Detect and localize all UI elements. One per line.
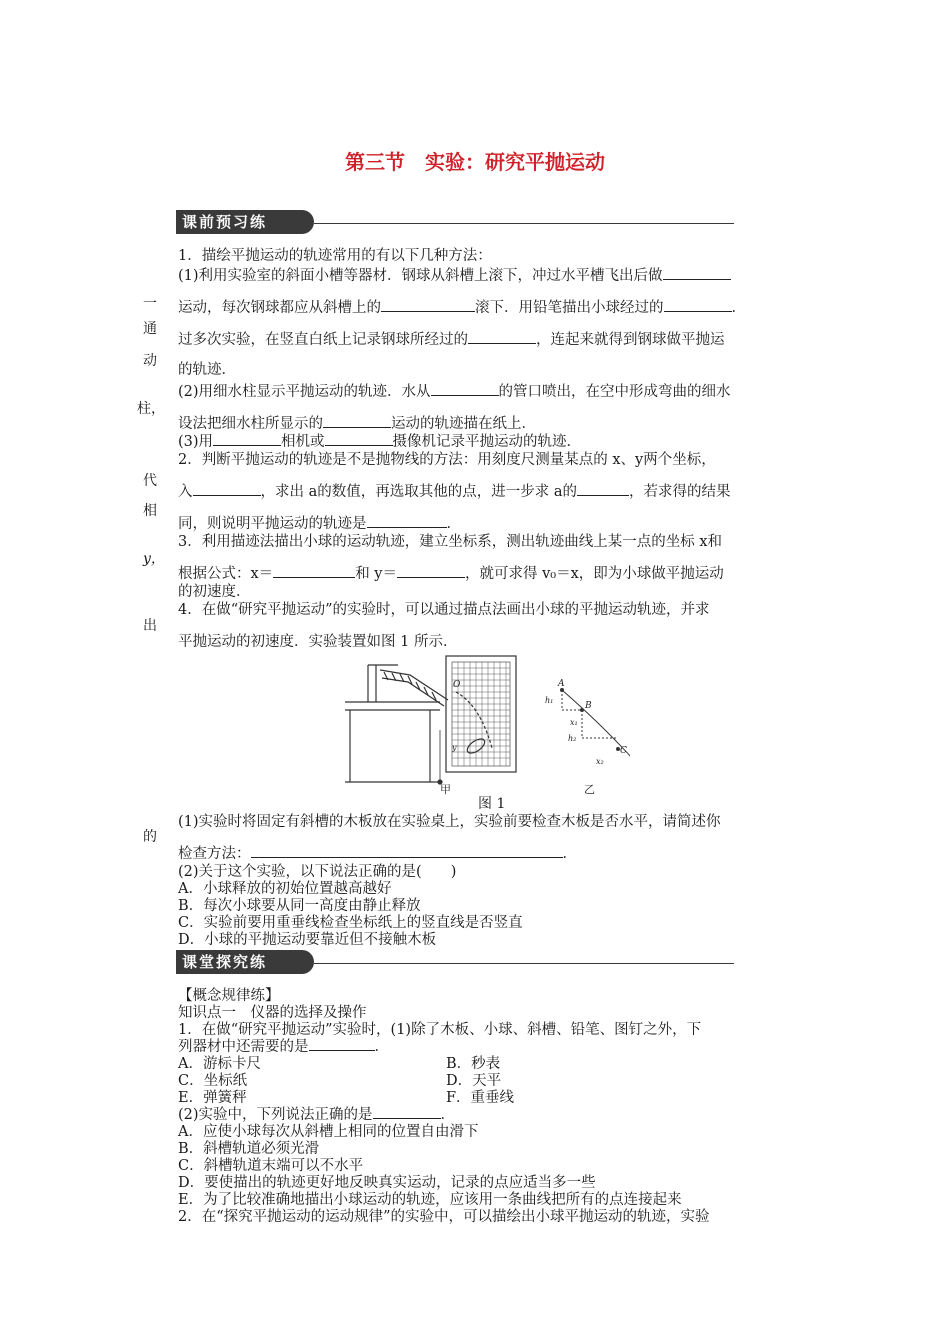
figure-label-yi: 乙 [584, 783, 595, 796]
question-text: 3．利用描迹法描出小球的运动轨迹，建立坐标系，测出轨迹曲线上某一点的坐标 x和 [178, 534, 723, 550]
answer-blank[interactable] [663, 264, 731, 280]
question-text: (2)关于这个实验，以下说法正确的是( ) [178, 864, 457, 880]
option-item: B．每次小球要从同一高度由静止释放 [178, 898, 421, 914]
question-text: 过多次实验，在竖直白纸上记录钢球所经过的 ，连起来就得到钢球做平抛运 [178, 328, 725, 349]
option-item: E．弹簧秤 [178, 1090, 247, 1106]
figure-label-jia: 甲 [440, 783, 451, 796]
question-text: 设法把细水柱所显示的 运动的轨迹描在纸上． [178, 412, 536, 433]
question-text: 1．描绘平抛运动的轨迹常用的有以下几种方法： [178, 248, 492, 264]
page-title: 第三节 实验：研究平抛运动 [345, 150, 605, 174]
side-char: 动 [143, 353, 157, 369]
section-label: 课堂探究练 [176, 950, 314, 974]
subheading: 【概念规律练】 [178, 988, 280, 1004]
answer-blank[interactable] [373, 1103, 441, 1119]
answer-blank[interactable] [367, 512, 447, 528]
answer-blank[interactable] [323, 412, 391, 428]
option-item: E．为了比较准确地描出小球运动的轨迹，应该用一条曲线把所有的点连接起来 [178, 1192, 682, 1208]
answer-blank[interactable] [468, 328, 536, 344]
label-y: y [452, 743, 457, 752]
label-O: O [453, 680, 461, 690]
answer-blank[interactable] [273, 562, 355, 578]
label-A: A [558, 679, 565, 689]
option-item: C．斜槽轨道末端可以不水平 [178, 1158, 364, 1174]
side-char: 代 [143, 473, 157, 489]
answer-blank[interactable] [213, 430, 281, 446]
label-C: C [620, 746, 627, 756]
label-x1: x₁ [570, 718, 578, 727]
knowledge-point: 知识点一 仪器的选择及操作 [178, 1005, 367, 1021]
label-h1: h₁ [545, 696, 554, 705]
section-divider [314, 963, 734, 964]
apparatus-drawing [345, 656, 516, 784]
option-item: A．游标卡尺 [178, 1056, 261, 1072]
section-divider [314, 223, 734, 224]
option-item: F．重垂线 [446, 1090, 515, 1106]
answer-blank[interactable] [309, 1035, 375, 1051]
question-text: 的初速度． [178, 584, 251, 600]
question-text: 2．在“探究平抛运动的运动规律”的实验中，可以描绘出小球平抛运动的轨迹，实验 [178, 1209, 710, 1225]
option-item: D．天平 [446, 1073, 502, 1089]
answer-blank[interactable] [664, 296, 732, 312]
question-text: 1．在做“研究平抛运动”实验时，(1)除了木板、小球、斜槽、铅笔、图钉之外，下 [178, 1022, 702, 1038]
experiment-figure [340, 650, 630, 798]
question-text: (2)实验中，下列说法正确的是 ． [178, 1103, 455, 1124]
answer-blank[interactable] [577, 480, 629, 496]
question-text: (2)用细水柱显示平抛运动的轨迹．水从 的管口喷出，在空中形成弯曲的细水 [178, 380, 731, 401]
option-item: C．坐标纸 [178, 1073, 248, 1089]
side-char: 相 [143, 503, 157, 519]
answer-blank[interactable] [431, 380, 499, 396]
question-text: (1)实验时将固定有斜槽的木板放在实验桌上，实验前要检查木板是否水平，请简述你 [178, 814, 721, 830]
answer-blank[interactable] [325, 430, 393, 446]
question-text: 列器材中还需要的是 ． [178, 1035, 389, 1056]
question-text: 检查方法： ． [178, 842, 577, 863]
section-label: 课前预习练 [176, 210, 314, 234]
answer-blank[interactable] [193, 480, 261, 496]
side-char: 通 [143, 321, 157, 337]
label-h2: h₂ [568, 734, 577, 743]
answer-blank[interactable] [397, 562, 465, 578]
answer-blank[interactable] [251, 842, 563, 858]
side-char: y， [143, 551, 165, 567]
option-item: B．斜槽轨道必须光滑 [178, 1141, 320, 1157]
question-text: 同，则说明平抛运动的轨迹是 ． [178, 512, 461, 533]
question-text: 2．判断平抛运动的轨迹是不是抛物线的方法：用刻度尺测量某点的 x、y两个坐标， [178, 452, 716, 468]
question-text: 4．在做“研究平抛运动”的实验时，可以通过描点法画出小球的平抛运动轨迹，并求 [178, 602, 710, 618]
label-x2: x₂ [596, 757, 604, 766]
option-item: A．应使小球每次从斜槽上相同的位置自由滑下 [178, 1124, 479, 1140]
question-text: 入 ，求出 a的数值，再选取其他的点，进一步求 a的 ，若求得的结果 [178, 480, 731, 501]
question-text: 根据公式：x＝ 和 y＝ ，就可求得 v₀＝x，即为小球做平抛运动 [178, 562, 724, 583]
option-item: C．实验前要用重垂线检查坐标纸上的竖直线是否竖直 [178, 915, 523, 931]
option-item: A．小球释放的初始位置越高越好 [178, 881, 392, 897]
side-char: 出 [143, 618, 157, 634]
option-item: D．要使描出的轨迹更好地反映真实运动，记录的点应适当多一些 [178, 1175, 596, 1191]
label-B: B [585, 701, 592, 711]
figure-caption: 图 1 [478, 796, 506, 812]
side-char: 一 [143, 296, 157, 312]
question-text: 运动，每次钢球都应从斜槽上的 滚下．用铅笔描出小球经过的 ． [178, 296, 746, 317]
question-text: (1)利用实验室的斜面小槽等器材．钢球从斜槽上滚下，冲过水平槽飞出后做 [178, 264, 731, 285]
answer-blank[interactable] [381, 296, 475, 312]
option-item: D．小球的平抛运动要靠近但不接触木板 [178, 932, 437, 948]
question-text: (3)用 相机或 摄像机记录平抛运动的轨迹． [178, 430, 581, 451]
question-text: 平抛运动的初速度．实验装置如图 1 所示． [178, 634, 458, 650]
option-item: B．秒表 [446, 1056, 501, 1072]
question-text: 的轨迹． [178, 362, 236, 378]
side-char: 柱， [137, 401, 165, 417]
side-char: 的 [143, 829, 157, 845]
